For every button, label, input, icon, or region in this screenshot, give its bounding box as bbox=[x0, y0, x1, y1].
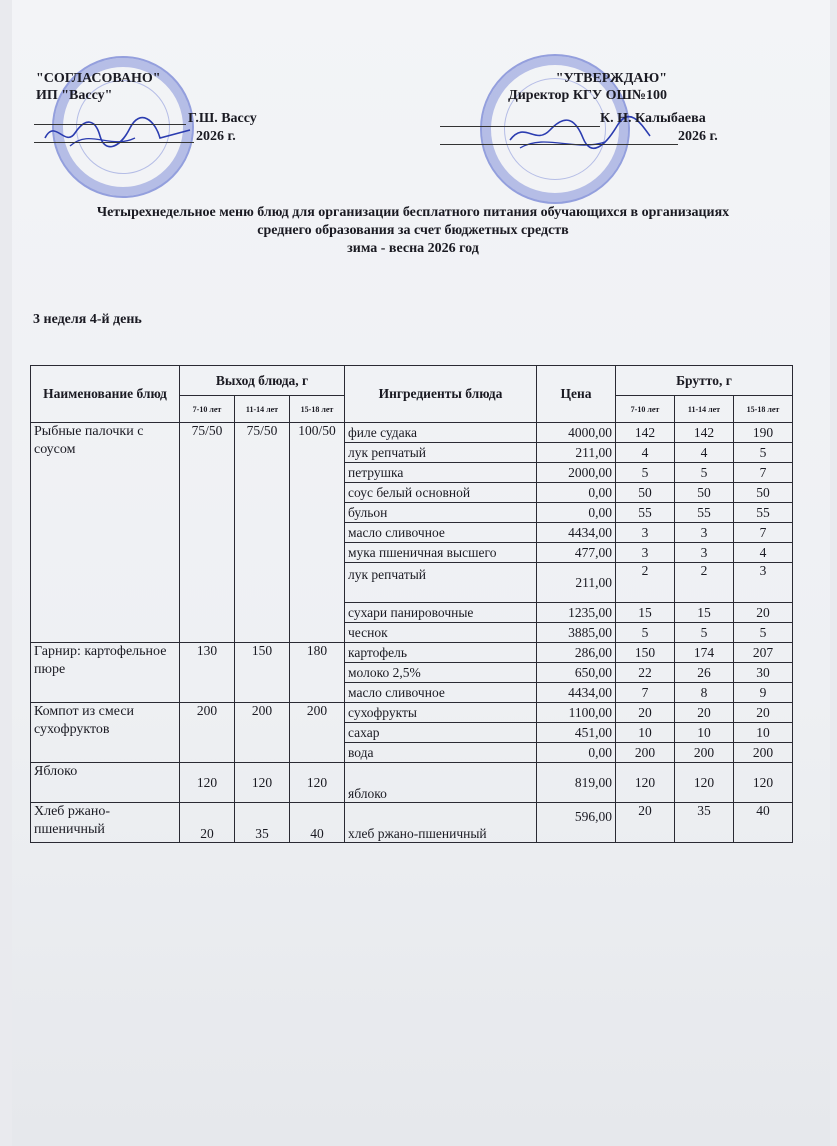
brutto-age-2: 50 bbox=[675, 483, 734, 503]
yield-age-3: 200 bbox=[290, 703, 345, 763]
header-dish: Наименование блюд bbox=[31, 366, 180, 423]
ingredient-price: 3885,00 bbox=[537, 623, 616, 643]
brutto-age-3: 30 bbox=[734, 663, 793, 683]
header-ingredients: Ингредиенты блюда bbox=[345, 366, 537, 423]
approval-left-org: ИП "Вассу" bbox=[36, 88, 113, 103]
brutto-age-1: 4 bbox=[616, 443, 675, 463]
yield-age-3: 120 bbox=[290, 763, 345, 803]
title-line-1: Четырехнедельное меню блюд для организации бесплатного питания обучающихся в организациях bbox=[96, 205, 730, 220]
ingredient-price: 4434,00 bbox=[537, 523, 616, 543]
ingredient-name: соус белый основной bbox=[345, 483, 537, 503]
brutto-age-2: 174 bbox=[675, 643, 734, 663]
approval-left-year: 2026 г. bbox=[196, 129, 236, 144]
yield-age-2: 75/50 bbox=[235, 423, 290, 643]
ingredient-price: 650,00 bbox=[537, 663, 616, 683]
brutto-age-2: 15 bbox=[675, 603, 734, 623]
table-row bbox=[31, 763, 793, 803]
ingredient-price: 1235,00 bbox=[537, 603, 616, 623]
brutto-age-1: 22 bbox=[616, 663, 675, 683]
brutto-age-1: 142 bbox=[616, 423, 675, 443]
yield-age-3: 180 bbox=[290, 643, 345, 703]
brutto-age-3: 4 bbox=[734, 543, 793, 563]
header-brutto-age-1: 7-10 лет bbox=[616, 396, 675, 423]
brutto-age-3: 40 bbox=[734, 803, 793, 843]
ingredient-name: сахар bbox=[345, 723, 537, 743]
menu-table bbox=[30, 365, 793, 843]
dish-name: Рыбные палочки с соусом bbox=[31, 423, 180, 643]
yield-age-2: 200 bbox=[235, 703, 290, 763]
brutto-age-1: 55 bbox=[616, 503, 675, 523]
brutto-age-2: 20 bbox=[675, 703, 734, 723]
ingredient-name: яблоко bbox=[345, 763, 537, 803]
dish-name: Яблоко bbox=[31, 763, 180, 803]
left-signature-icon bbox=[40, 108, 200, 153]
approval-left-name: Г.Ш. Вассу bbox=[188, 111, 257, 126]
header-yield-age-3: 15-18 лет bbox=[290, 396, 345, 423]
brutto-age-3: 207 bbox=[734, 643, 793, 663]
ingredient-price: 477,00 bbox=[537, 543, 616, 563]
approval-right-year: 2026 г. bbox=[678, 129, 718, 144]
header-brutto-age-3: 15-18 лет bbox=[734, 396, 793, 423]
brutto-age-3: 20 bbox=[734, 603, 793, 623]
brutto-age-2: 8 bbox=[675, 683, 734, 703]
ingredient-price: 451,00 bbox=[537, 723, 616, 743]
yield-age-2: 120 bbox=[235, 763, 290, 803]
ingredient-price: 2000,00 bbox=[537, 463, 616, 483]
ingredient-price: 0,00 bbox=[537, 743, 616, 763]
ingredient-name: масло сливочное bbox=[345, 683, 537, 703]
ingredient-name: масло сливочное bbox=[345, 523, 537, 543]
header-yield-age-2: 11-14 лет bbox=[235, 396, 290, 423]
brutto-age-1: 10 bbox=[616, 723, 675, 743]
title-line-3: зима - весна 2026 год bbox=[347, 241, 479, 256]
ingredient-name: бульон bbox=[345, 503, 537, 523]
yield-age-1: 200 bbox=[180, 703, 235, 763]
header-yield: Выход блюда, г bbox=[180, 366, 345, 396]
title-line-2: среднего образования за счет бюджетных средств bbox=[257, 223, 569, 238]
dish-name: Хлеб ржано-пшеничный bbox=[31, 803, 180, 843]
table-row bbox=[31, 643, 793, 663]
brutto-age-2: 3 bbox=[675, 523, 734, 543]
approval-left bbox=[36, 70, 161, 104]
brutto-age-3: 5 bbox=[734, 623, 793, 643]
dish-name: Гарнир: картофельное пюре bbox=[31, 643, 180, 703]
ingredient-name: вода bbox=[345, 743, 537, 763]
brutto-age-1: 20 bbox=[616, 803, 675, 843]
yield-age-1: 130 bbox=[180, 643, 235, 703]
yield-age-1: 75/50 bbox=[180, 423, 235, 643]
approval-left-heading: "СОГЛАСОВАНО" bbox=[36, 71, 161, 86]
brutto-age-1: 50 bbox=[616, 483, 675, 503]
ingredient-name: картофель bbox=[345, 643, 537, 663]
ingredient-price: 1100,00 bbox=[537, 703, 616, 723]
brutto-age-3: 200 bbox=[734, 743, 793, 763]
brutto-age-3: 120 bbox=[734, 763, 793, 803]
header-price: Цена bbox=[537, 366, 616, 423]
approval-right bbox=[480, 70, 667, 104]
brutto-age-2: 142 bbox=[675, 423, 734, 443]
ingredient-price: 4000,00 bbox=[537, 423, 616, 443]
brutto-age-1: 3 bbox=[616, 543, 675, 563]
brutto-age-3: 5 bbox=[734, 443, 793, 463]
brutto-age-3: 20 bbox=[734, 703, 793, 723]
brutto-age-1: 2 bbox=[616, 563, 675, 603]
brutto-age-2: 3 bbox=[675, 543, 734, 563]
table-row bbox=[31, 423, 793, 443]
table-row bbox=[31, 703, 793, 723]
brutto-age-2: 4 bbox=[675, 443, 734, 463]
brutto-age-2: 200 bbox=[675, 743, 734, 763]
ingredient-price: 819,00 bbox=[537, 763, 616, 803]
ingredient-name: филе судака bbox=[345, 423, 537, 443]
ingredient-name: сухари панировочные bbox=[345, 603, 537, 623]
ingredient-name: хлеб ржано-пшеничный bbox=[345, 803, 537, 843]
brutto-age-1: 150 bbox=[616, 643, 675, 663]
header-brutto: Брутто, г bbox=[616, 366, 793, 396]
ingredient-price: 211,00 bbox=[537, 563, 616, 603]
ingredient-price: 211,00 bbox=[537, 443, 616, 463]
ingredient-price: 286,00 bbox=[537, 643, 616, 663]
yield-age-3: 40 bbox=[290, 803, 345, 843]
yield-age-2: 150 bbox=[235, 643, 290, 703]
brutto-age-2: 2 bbox=[675, 563, 734, 603]
brutto-age-1: 15 bbox=[616, 603, 675, 623]
brutto-age-3: 55 bbox=[734, 503, 793, 523]
ingredient-name: петрушка bbox=[345, 463, 537, 483]
yield-age-1: 20 bbox=[180, 803, 235, 843]
ingredient-name: мука пшеничная высшего bbox=[345, 543, 537, 563]
brutto-age-1: 7 bbox=[616, 683, 675, 703]
brutto-age-1: 5 bbox=[616, 463, 675, 483]
ingredient-name: лук репчатый bbox=[345, 563, 537, 603]
brutto-age-2: 10 bbox=[675, 723, 734, 743]
brutto-age-2: 26 bbox=[675, 663, 734, 683]
yield-age-3: 100/50 bbox=[290, 423, 345, 643]
brutto-age-1: 3 bbox=[616, 523, 675, 543]
document-title bbox=[28, 204, 798, 258]
brutto-age-2: 5 bbox=[675, 623, 734, 643]
brutto-age-2: 5 bbox=[675, 463, 734, 483]
ingredient-price: 596,00 bbox=[537, 803, 616, 843]
approval-right-position: Директор КГУ ОШ№100 bbox=[508, 88, 667, 103]
brutto-age-3: 190 bbox=[734, 423, 793, 443]
table-row bbox=[31, 803, 793, 843]
brutto-age-3: 7 bbox=[734, 463, 793, 483]
brutto-age-1: 20 bbox=[616, 703, 675, 723]
ingredient-name: лук репчатый bbox=[345, 443, 537, 463]
brutto-age-3: 9 bbox=[734, 683, 793, 703]
dish-name: Компот из смеси сухофруктов bbox=[31, 703, 180, 763]
brutto-age-2: 55 bbox=[675, 503, 734, 523]
ingredient-name: чеснок bbox=[345, 623, 537, 643]
week-label: 3 неделя 4-й день bbox=[33, 312, 142, 327]
approval-right-name: К. Н. Калыбаева bbox=[600, 111, 706, 126]
brutto-age-3: 50 bbox=[734, 483, 793, 503]
ingredient-price: 4434,00 bbox=[537, 683, 616, 703]
brutto-age-3: 10 bbox=[734, 723, 793, 743]
brutto-age-3: 7 bbox=[734, 523, 793, 543]
yield-age-1: 120 bbox=[180, 763, 235, 803]
ingredient-price: 0,00 bbox=[537, 483, 616, 503]
ingredient-name: молоко 2,5% bbox=[345, 663, 537, 683]
header-brutto-age-2: 11-14 лет bbox=[675, 396, 734, 423]
ingredient-price: 0,00 bbox=[537, 503, 616, 523]
brutto-age-1: 120 bbox=[616, 763, 675, 803]
brutto-age-1: 200 bbox=[616, 743, 675, 763]
brutto-age-2: 35 bbox=[675, 803, 734, 843]
yield-age-2: 35 bbox=[235, 803, 290, 843]
ingredient-name: сухофрукты bbox=[345, 703, 537, 723]
brutto-age-1: 5 bbox=[616, 623, 675, 643]
brutto-age-3: 3 bbox=[734, 563, 793, 603]
brutto-age-2: 120 bbox=[675, 763, 734, 803]
approval-right-heading: "УТВЕРЖДАЮ" bbox=[555, 71, 667, 86]
header-yield-age-1: 7-10 лет bbox=[180, 396, 235, 423]
